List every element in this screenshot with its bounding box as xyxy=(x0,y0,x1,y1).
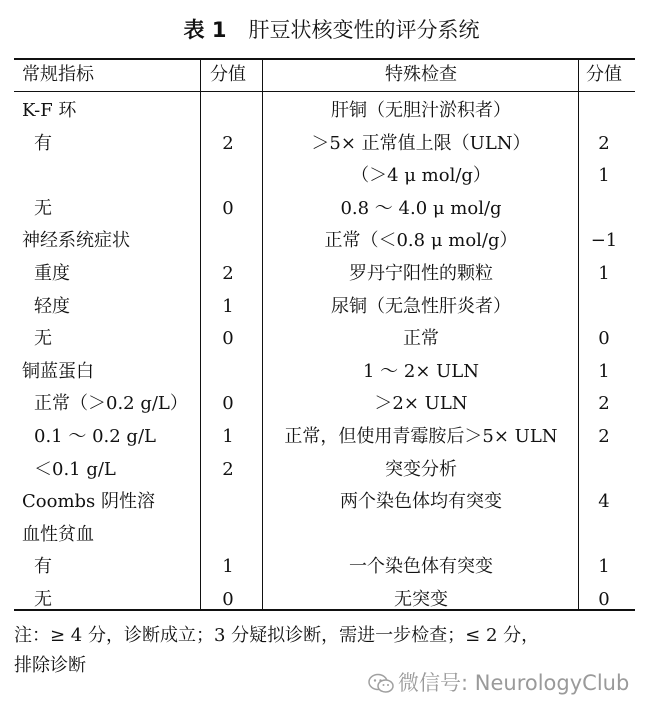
routine-indicator-cell: 无 xyxy=(34,197,52,219)
watermark-text: 微信号: NeurologyClub xyxy=(398,671,630,695)
routine-indicator-cell: Coombs 阴性溶 xyxy=(22,491,155,513)
routine-indicator-cell: 轻度 xyxy=(34,295,70,317)
special-score-cell xyxy=(578,518,630,551)
routine-score-cell: 0 xyxy=(222,589,234,610)
routine-indicator-cell: ＜0.1 g/L xyxy=(34,458,116,480)
special-score-cell xyxy=(578,453,630,486)
special-test-cell: 一个染色体有突变 xyxy=(349,556,493,578)
routine-score-cell xyxy=(200,355,256,388)
special-test-cell: ＞5× 正常值上限（ULN） xyxy=(311,132,531,154)
routine-indicator-cell: 正常（＞0.2 g/L） xyxy=(34,393,188,415)
routine-score-cell xyxy=(200,159,256,192)
special-test-cell: 尿铜（无急性肝炎者） xyxy=(331,295,511,317)
routine-score-cell: 1 xyxy=(222,295,234,317)
special-score-cell: 2 xyxy=(598,426,610,447)
routine-score-cell xyxy=(200,94,256,127)
routine-score-cell xyxy=(200,485,256,518)
routine-indicator-cell: 0.1 ～ 0.2 g/L xyxy=(34,426,156,447)
routine-score-cell xyxy=(200,224,256,257)
routine-score-cell: 2 xyxy=(222,458,234,480)
special-score-cell xyxy=(578,192,630,225)
routine-score-cell: 1 xyxy=(222,426,234,447)
header-rule xyxy=(14,91,635,92)
special-score-cell: 1 xyxy=(598,360,610,382)
special-test-cell: 罗丹宁阳性的颗粒 xyxy=(349,263,493,284)
special-score-cell: 2 xyxy=(598,132,610,154)
routine-score-cell: 0 xyxy=(222,197,234,219)
special-score-cell: 2 xyxy=(598,393,610,415)
routine-indicator-cell: 无 xyxy=(34,328,52,350)
special-score-cell: 1 xyxy=(598,165,610,187)
special-score-cell: 1 xyxy=(598,263,610,284)
special-test-cell: 两个染色体均有突变 xyxy=(340,491,502,513)
special-test-cell: 突变分析 xyxy=(385,458,457,480)
special-test-cell: 正常（＜0.8 μ mol/g） xyxy=(324,230,518,252)
special-score-cell: 0 xyxy=(598,589,610,610)
routine-indicator-cell: 有 xyxy=(34,132,52,154)
header-score-2: 分值 xyxy=(586,64,622,85)
special-test-cell: 正常 xyxy=(403,328,439,350)
watermark xyxy=(368,667,629,697)
routine-indicator-cell: 重度 xyxy=(34,263,70,284)
special-test-cell: 0.8 ～ 4.0 μ mol/g xyxy=(340,197,502,219)
footnote-line-1: 注：≥ 4 分，诊断成立；3 分疑拟诊断，需进一步检查；≤ 2 分， xyxy=(14,625,540,646)
footnote-line-2: 排除诊断 xyxy=(14,655,86,676)
special-test-cell xyxy=(262,518,580,551)
special-test-cell: 1 ～ 2× ULN xyxy=(362,360,480,382)
table-caption xyxy=(0,14,663,44)
wechat-icon xyxy=(368,673,394,695)
header-score-1: 分值 xyxy=(210,64,246,85)
routine-indicator-cell: 血性贫血 xyxy=(22,523,94,545)
special-test-cell: 正常，但使用青霉胺后＞5× ULN xyxy=(284,426,558,447)
caption-text: 肝豆状核变性的评分系统 xyxy=(248,18,480,42)
special-score-cell: 4 xyxy=(598,491,610,513)
special-score-cell xyxy=(578,290,630,323)
special-score-cell xyxy=(578,94,630,127)
routine-score-cell: 0 xyxy=(222,328,234,350)
routine-indicator-cell: 神经系统症状 xyxy=(22,230,130,252)
routine-score-cell: 2 xyxy=(222,132,234,154)
routine-indicator-cell: 有 xyxy=(34,556,52,578)
routine-indicator-cell: K-F 环 xyxy=(22,100,77,121)
routine-score-cell: 0 xyxy=(222,393,234,415)
routine-indicator-cell: 铜蓝蛋白 xyxy=(22,360,94,382)
header-routine-indicator: 常规指标 xyxy=(22,64,94,85)
special-score-cell: 1 xyxy=(598,556,610,578)
routine-score-cell: 1 xyxy=(222,556,234,578)
routine-score-cell xyxy=(200,518,256,551)
caption-number: 表 1 xyxy=(183,18,227,42)
special-test-cell: ＞2× ULN xyxy=(374,393,468,415)
special-test-cell: 无突变 xyxy=(394,589,448,610)
special-score-cell: −1 xyxy=(590,230,618,252)
special-score-cell: 0 xyxy=(598,328,610,350)
routine-score-cell: 2 xyxy=(222,263,234,284)
routine-indicator-cell: 无 xyxy=(34,589,52,610)
special-test-cell: 肝铜（无胆汁淤积者） xyxy=(331,100,511,121)
special-test-cell: （＞4 μ mol/g） xyxy=(351,165,491,187)
header-special-test: 特殊检查 xyxy=(385,64,457,85)
